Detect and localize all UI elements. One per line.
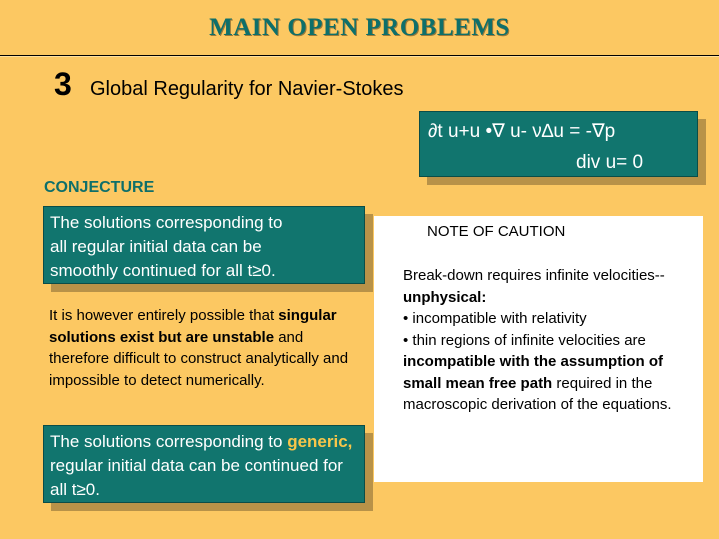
- conjecture-line: all regular initial data can be: [50, 237, 262, 256]
- divergence-equation: div u= 0: [576, 152, 644, 173]
- conjecture-line: The solutions corresponding to: [50, 213, 283, 232]
- note-of-caution-box: [374, 216, 703, 482]
- conjecture-box: [43, 206, 365, 284]
- instability-paragraph: It is however entirely possible that singular solutions exist but are unstable and therefore difficult to construct analytically and impossible to detect numerically.: [49, 307, 349, 389]
- note-title: NOTE OF CAUTION: [427, 223, 566, 240]
- unphysical-emphasis: unphysical:: [403, 288, 487, 306]
- equation-box: [419, 111, 698, 177]
- note-bullet: • incompatible with relativity: [403, 310, 587, 327]
- navier-stokes-equation: ∂t u+u •∇ u- ν∆u = -∇p: [428, 121, 616, 142]
- conjecture-text: [50, 211, 358, 283]
- conjecture-line: smoothly continued for all t≥0.: [50, 261, 276, 280]
- problem-title: Global Regularity for Navier-Stokes: [90, 78, 404, 100]
- problem-number: 3: [54, 66, 72, 102]
- mean-free-path-emphasis: incompatible with the assumption of small mean free path: [403, 353, 664, 392]
- title-bar: [0, 0, 719, 56]
- instability-emphasis: singular solutions exist but are unstable: [49, 307, 337, 346]
- generic-conjecture-text: The solutions corresponding to generic, regular initial data can be continued for all t≥0.: [50, 432, 353, 499]
- conjecture-label: CONJECTURE: [44, 179, 155, 196]
- slide-title: MAIN OPEN PROBLEMS: [209, 14, 510, 41]
- generic-highlight: generic,: [287, 432, 353, 451]
- note-body: Break-down requires infinite velocities--unphysical: • incompatible with relativity • thin regions of infinite velocities are incompatible with the assumption of small mean free path required in the macroscopic derivation of the equations.: [403, 267, 672, 413]
- generic-conjecture-box: [43, 425, 365, 503]
